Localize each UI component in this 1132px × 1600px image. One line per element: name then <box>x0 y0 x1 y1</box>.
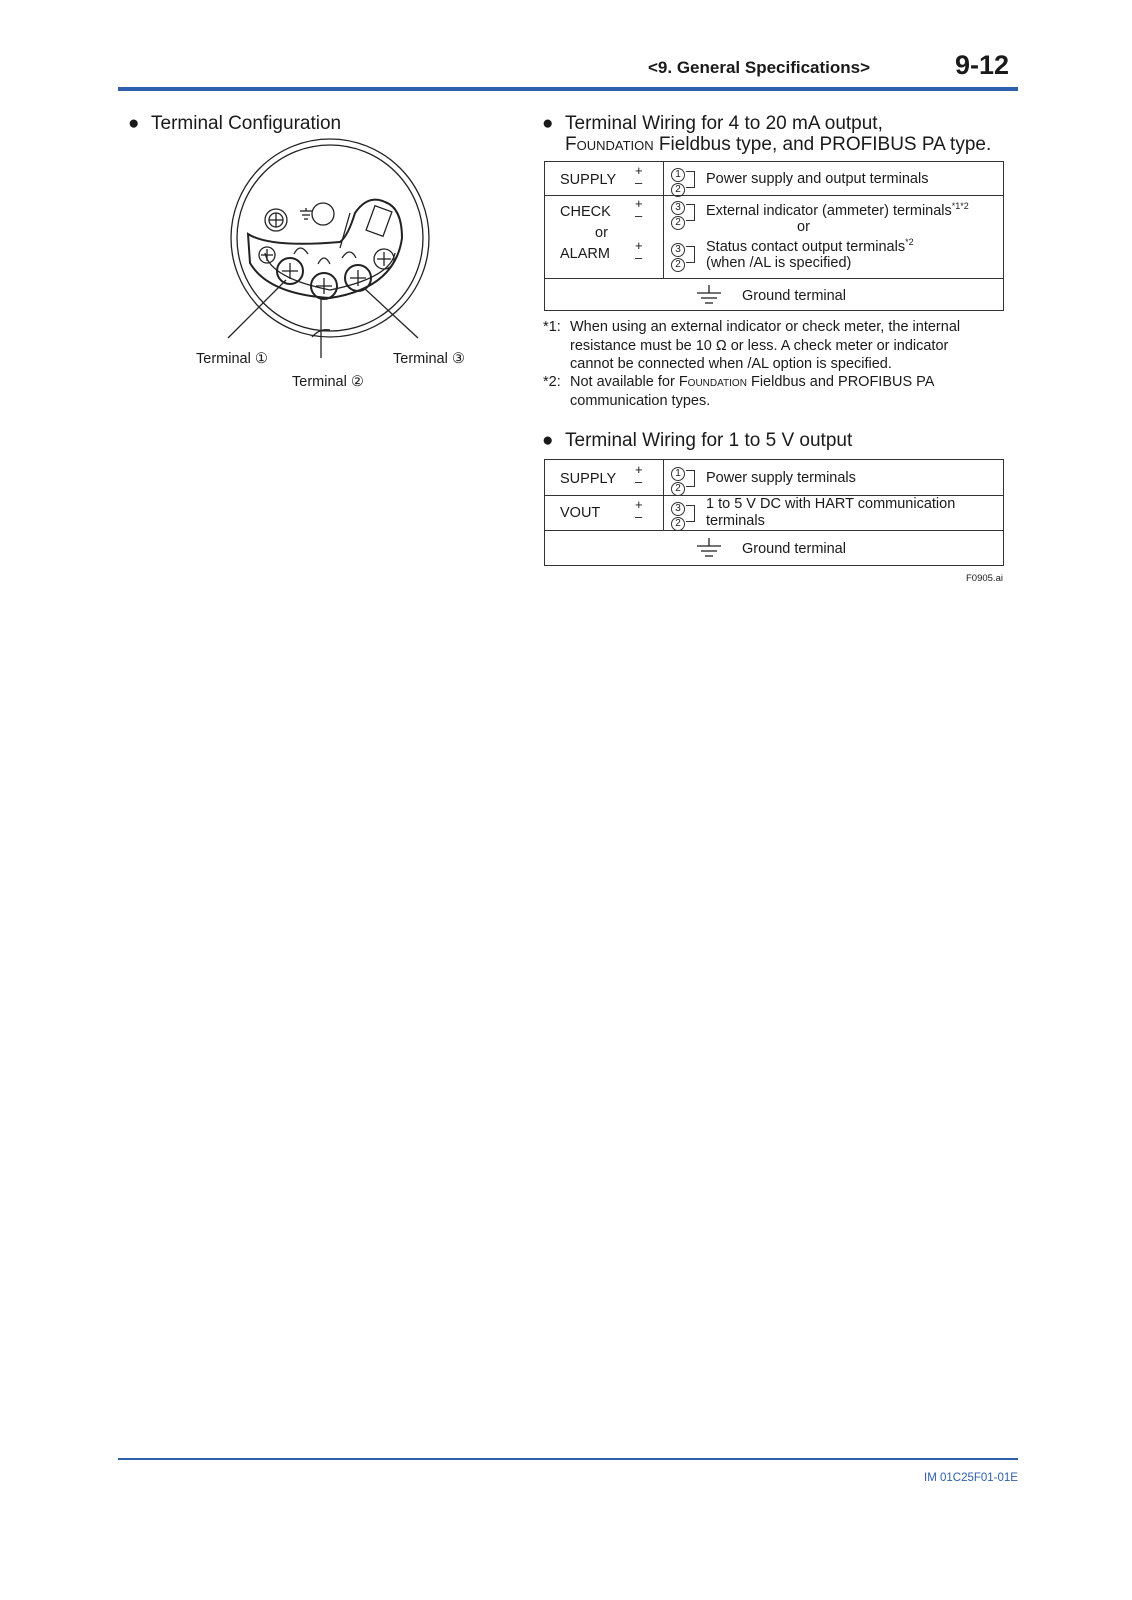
check-label: CHECK <box>560 204 611 220</box>
supply-label: SUPPLY <box>560 172 617 188</box>
figure-id: F0905.ai <box>966 573 1003 584</box>
alarm-sup: *2 <box>905 237 914 247</box>
bullet-icon: ● <box>128 113 140 134</box>
or-desc: or <box>797 219 810 235</box>
circled-3: 3 <box>671 502 685 516</box>
bracket <box>686 204 695 221</box>
footer-rule <box>118 1458 1018 1460</box>
circled-3: 3 <box>671 201 685 215</box>
callout-terminal-1: Terminal ① <box>196 351 268 367</box>
minus-sign: – <box>635 208 643 223</box>
housing-outer-ring <box>231 139 429 337</box>
footnote-text: Fieldbus and PROFIBUS PA <box>746 374 935 390</box>
footnote-line: communication types. <box>570 392 711 409</box>
circled-1: 1 <box>671 168 685 182</box>
ground-label: Ground terminal <box>742 288 846 304</box>
header-rule <box>118 87 1018 91</box>
bracket <box>686 470 695 487</box>
footnote-text: Not available for <box>570 374 679 390</box>
footnote-line <box>570 373 934 392</box>
table-row-ground <box>545 279 1004 311</box>
footnote-line: cannot be connected when /AL option is specified. <box>570 356 892 372</box>
wiring-v-heading <box>542 430 852 452</box>
plus-sign: + <box>635 462 643 477</box>
section-title: <9. General Specifications> <box>648 58 871 77</box>
table-row-vout <box>545 496 1004 531</box>
plus-sign: + <box>635 238 643 253</box>
footnote-mark: *1: <box>543 319 561 335</box>
circled-2: 2 <box>671 183 685 197</box>
table-row-check-alarm <box>545 196 1004 279</box>
check-desc <box>706 201 969 219</box>
alarm-label: ALARM <box>560 246 610 262</box>
housing-inner-ring <box>237 145 423 331</box>
supply-label: SUPPLY <box>560 471 617 487</box>
minus-sign: – <box>635 250 643 265</box>
check-desc-text: External indicator (ammeter) terminals <box>706 202 952 219</box>
table-row-supply <box>545 162 1004 196</box>
footnote-mark: *2: <box>543 374 561 390</box>
circled-2: 2 <box>671 482 685 496</box>
foundation-text: Foundation <box>678 374 747 390</box>
or-label: or <box>595 225 608 241</box>
callout-terminal-2: Terminal ② <box>292 374 364 390</box>
circled-1: 1 <box>671 467 685 481</box>
minus-sign: – <box>635 175 643 190</box>
supply-desc: Power supply and output terminals <box>706 171 929 187</box>
vout-label: VOUT <box>560 505 601 521</box>
heading-line1: Terminal Wiring for 4 to 20 mA output, <box>565 113 883 134</box>
ground-icon <box>696 537 722 559</box>
heading-text: Terminal Wiring for 1 to 5 V output <box>565 430 853 451</box>
circled-2: 2 <box>671 216 685 230</box>
terminal-configuration-heading <box>128 113 341 135</box>
supply-desc: Power supply terminals <box>706 470 856 486</box>
foundation-text: Foundation <box>565 134 654 155</box>
plus-sign: + <box>635 163 643 178</box>
circled-3: 3 <box>671 243 685 257</box>
wiring-table-v <box>544 459 1004 566</box>
minus-sign: – <box>635 509 643 524</box>
bullet-icon: ● <box>542 430 554 451</box>
wiring-ma-heading-line2 <box>565 134 991 156</box>
bracket <box>686 246 695 263</box>
heading-text: Terminal Configuration <box>151 113 342 134</box>
alarm-desc-text: Status contact output terminals <box>706 238 906 255</box>
bullet-icon: ● <box>542 113 554 134</box>
plus-sign: + <box>635 497 643 512</box>
table-row-supply <box>545 460 1004 496</box>
circled-2: 2 <box>671 258 685 272</box>
vout-desc2: terminals <box>706 513 765 529</box>
wiring-table-ma <box>544 161 1004 311</box>
bracket <box>686 171 695 188</box>
hole <box>312 203 334 225</box>
leader-terminal-1 <box>228 280 286 338</box>
vout-desc: 1 to 5 V DC with HART communication <box>706 496 956 512</box>
table-row-ground <box>545 531 1004 566</box>
wiring-ma-heading <box>542 113 883 135</box>
ground-label: Ground terminal <box>742 541 846 557</box>
page-number: 9-12 <box>955 50 1010 80</box>
circled-2: 2 <box>671 517 685 531</box>
check-sup: *1*2 <box>951 201 969 211</box>
bracket <box>686 505 695 522</box>
callout-terminal-3: Terminal ③ <box>393 351 465 367</box>
plus-sign: + <box>635 196 643 211</box>
ground-icon <box>696 284 722 306</box>
alarm-desc2: (when /AL is specified) <box>706 255 852 271</box>
heading-line2-rest: Fieldbus type, and PROFIBUS PA type. <box>653 134 992 155</box>
footnote-line: When using an external indicator or check meter, the internal <box>570 319 961 335</box>
minus-sign: – <box>635 474 643 489</box>
footnote-line: resistance must be 10 Ω or less. A check meter or indicator <box>570 337 949 354</box>
alarm-desc <box>706 237 914 255</box>
document-id: IM 01C25F01-01E <box>924 1472 1018 1484</box>
